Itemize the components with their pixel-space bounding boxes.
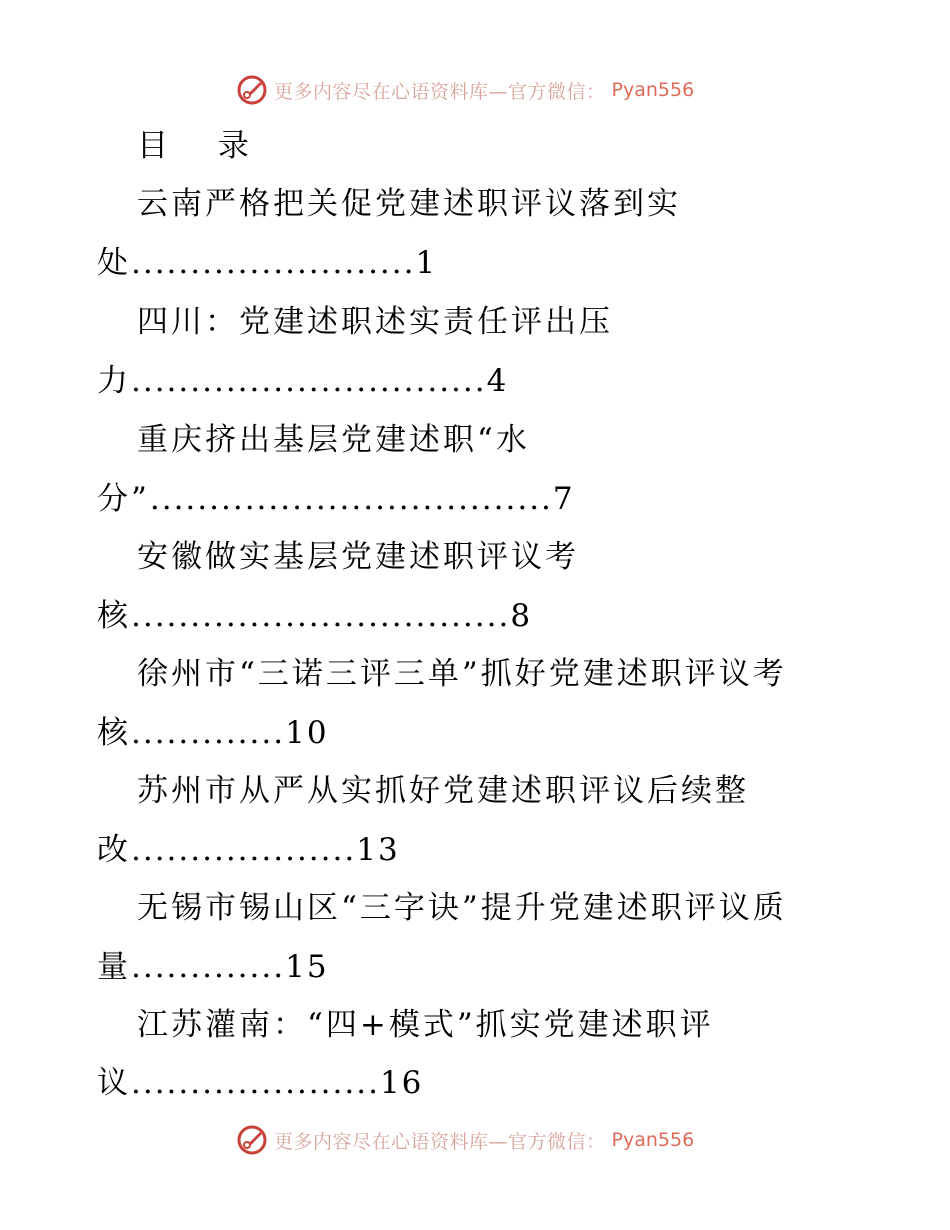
toc-entry-continuation: 量.............15 <box>97 949 329 985</box>
toc-entry-title: 重庆挤出基层党建述职“水 <box>137 422 530 458</box>
toc-entry-title: 安徽做实基层党建述职评议考 <box>137 539 579 575</box>
toc-entry-title: 云南严格把关促党建述职评议落到实 <box>137 186 681 222</box>
toc-page-number: 8 <box>510 598 533 634</box>
toc-page-number: 10 <box>285 715 329 751</box>
header-banner-id: Pyan556 <box>611 79 695 101</box>
toc-entry-title: 无锡市锡山区“三字诀”提升党建述职评议质 <box>137 890 787 926</box>
toc-page-number: 1 <box>415 245 438 281</box>
toc-entry-continuation: 议.....................16 <box>97 1065 424 1101</box>
toc-entry-title: 苏州市从严从实抓好党建述职评议后续整 <box>137 773 749 809</box>
logo-icon <box>236 1124 268 1156</box>
toc-page-number: 4 <box>486 363 509 399</box>
toc-entry-continuation: 力..............................4 <box>97 363 509 399</box>
toc-entry-continuation: 核.............10 <box>97 715 329 751</box>
toc-entry-continuation: 分”..................................7 <box>97 481 575 517</box>
toc-page-number: 15 <box>285 949 329 985</box>
toc-page-number: 13 <box>356 832 400 868</box>
toc-entry-continuation: 改...................13 <box>97 832 400 868</box>
toc-entry-title: 四川：党建述职述实责任评出压 <box>137 304 613 340</box>
footer-banner <box>236 1122 694 1158</box>
toc-entry-title: 徐州市“三诺三评三单”抓好党建述职评议考 <box>137 656 787 692</box>
toc-page-number: 16 <box>379 1065 424 1101</box>
toc-entry-continuation: 核................................8 <box>97 598 533 634</box>
toc-title: 目 录 <box>137 128 269 164</box>
toc-page-number: 7 <box>552 481 575 517</box>
toc-entry-continuation: 处........................1 <box>97 245 438 281</box>
footer-banner-text: 更多内容尽在心语资料库—官方微信： <box>274 1130 606 1153</box>
toc-entry-title: 江苏灌南：“四+模式”抓实党建述职评 <box>137 1007 714 1043</box>
footer-banner-id: Pyan556 <box>611 1129 695 1151</box>
header-banner-text: 更多内容尽在心语资料库—官方微信： <box>274 80 606 103</box>
